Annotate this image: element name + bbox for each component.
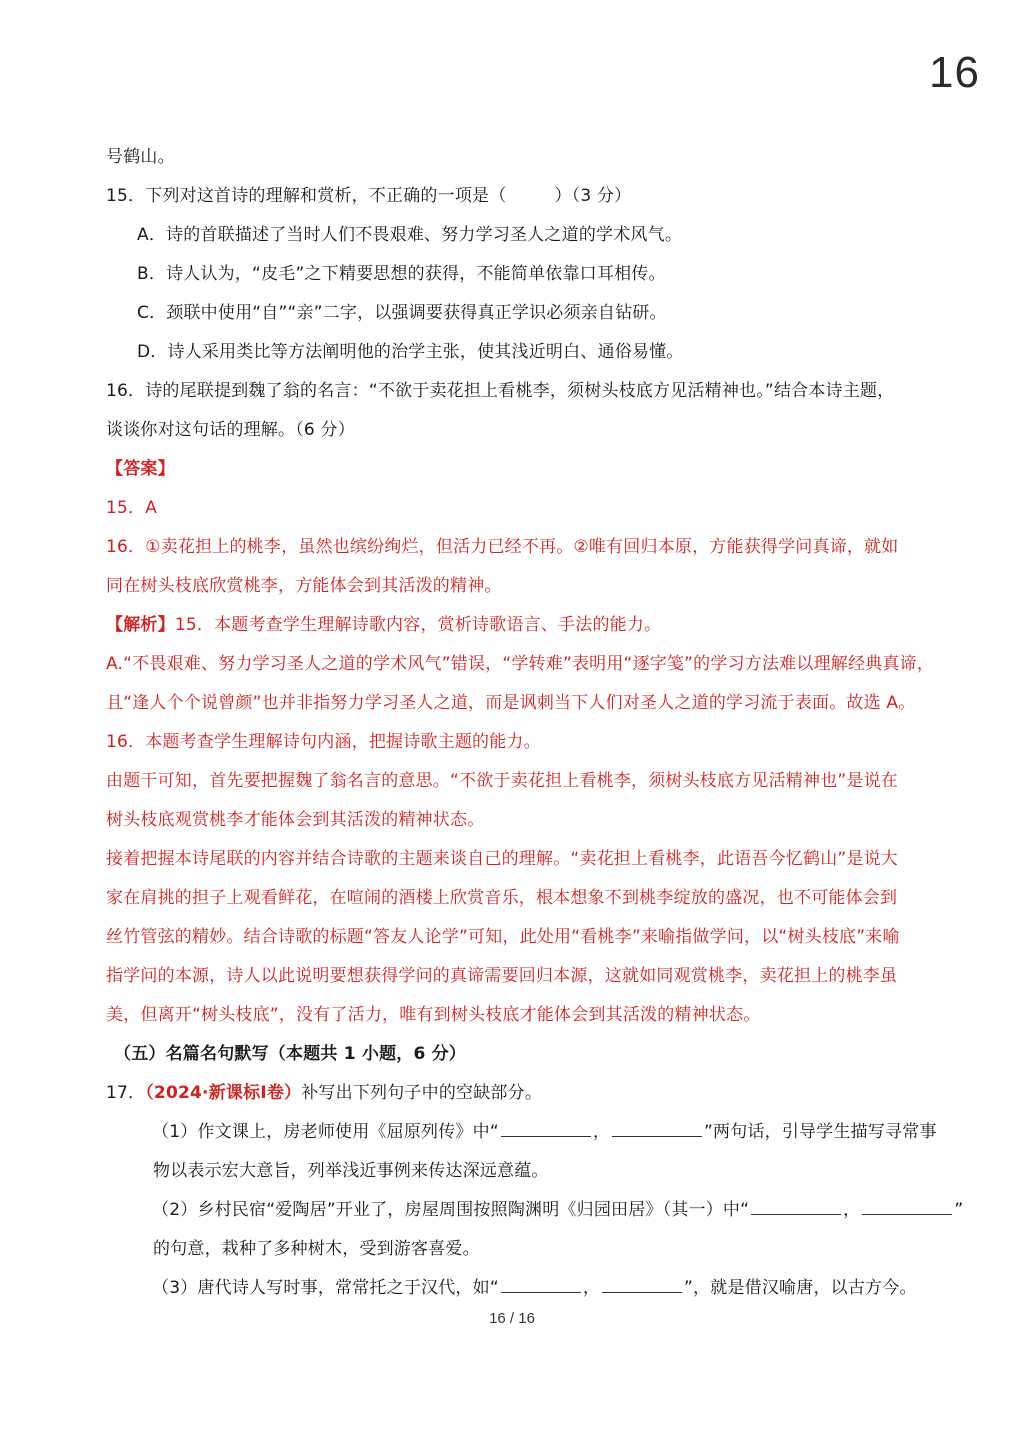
option-d: D．诗人采用类比等方法阐明他的治学主张，使其浅近明白、通俗易懂。 — [137, 342, 684, 362]
answer-16-cont: 同在树头枝底欣赏桃李，方能体会到其活泼的精神。 — [106, 576, 502, 596]
blank-field[interactable] — [751, 1196, 841, 1215]
blank-field[interactable] — [602, 1274, 682, 1293]
corner-page-number: 16 — [929, 48, 980, 97]
question-17-stem: 补写出下列句子中的空缺部分。 — [301, 1083, 543, 1103]
analysis-line: 16．本题考查学生理解诗句内涵，把握诗歌主题的能力。 — [106, 732, 541, 752]
question-16-cont: 谈谈你对这句话的理解。（6 分） — [106, 420, 355, 440]
part-2-text: （2）乡村民宿“爱陶居”开业了，房屋周围按照陶渊明《归园田居》（其一）中“ — [152, 1200, 750, 1220]
part-3-text-end: ”，就是借汉喻唐，以古方今。 — [684, 1278, 917, 1298]
analysis-heading: 【解析】 — [106, 615, 175, 635]
analysis-line: 家在肩挑的担子上观看鲜花，在喧闹的酒楼上欣赏音乐，根本想象不到桃李绽放的盛况，也不可能体会到 — [106, 888, 898, 908]
question-17-part-2 — [106, 1191, 964, 1230]
blank-field[interactable] — [862, 1196, 952, 1215]
section-heading: （五）名篇名句默写（本题共 1 小题，6 分） — [114, 1044, 467, 1064]
analysis-line: 丝竹管弦的精妙。结合诗歌的标题“答友人论学”可知，此处用“看桃李”来喻指做学问，以“树头枝底”来喻 — [106, 927, 900, 947]
analysis-line: 且“逢人个个说曾颜”也并非指努力学习圣人之道，而是讽刺当下人们对圣人之道的学习流于表面。故选 A。 — [106, 693, 916, 713]
analysis-15-intro: 15．本题考查学生理解诗歌内容，赏析诗歌语言、手法的能力。 — [174, 615, 662, 635]
part-1-text-end: ”两句话，引导学生描写寻常事 — [704, 1122, 937, 1142]
analysis-line: 树头枝底观赏桃李才能体会到其活泼的精神状态。 — [106, 810, 485, 830]
analysis-line: 由题干可知，首先要把握魏了翁名言的意思。“不欲于卖花担上看桃李，须树头枝底方见活精神也”是说在 — [106, 771, 899, 791]
question-15-stem: 15．下列对这首诗的理解和赏析，不正确的一项是（ — [106, 186, 507, 206]
question-17-source: （2024·新课标Ⅰ卷） — [145, 1083, 302, 1103]
question-17-part-3 — [106, 1269, 926, 1308]
page-footer: 16 / 16 — [489, 1310, 535, 1327]
close-quote: ” — [954, 1200, 964, 1220]
question-15 — [106, 177, 926, 216]
question-16: 16．诗的尾联提到魏了翁的名言：“不欲于卖花担上看桃李，须树头枝底方见活精神也。”结合本诗主题， — [106, 381, 895, 401]
question-15-points: ）（3 分） — [554, 186, 632, 206]
analysis-line: 接着把握本诗尾联的内容并结合诗歌的主题来谈自己的理解。“卖花担上看桃李，此语吾今忆鹤山”是说大 — [106, 849, 899, 869]
question-17-part-1-cont: 物以表示宏大意旨，列举浅近事例来传达深远意蕴。 — [153, 1161, 549, 1181]
document-body — [106, 138, 964, 1308]
analysis-line: 指学问的本源，诗人以此说明要想获得学问的真谛需要回归本源，这就如同观赏桃李，卖花担上的桃李虽 — [106, 966, 898, 986]
text-line: 号鹤山。 — [106, 147, 175, 167]
comma: ， — [592, 1122, 611, 1142]
answer-16: 16．①卖花担上的桃李，虽然也缤纷绚烂，但活力已经不再。②唯有回归本原，方能获得学问真谛，就如 — [106, 537, 899, 557]
answer-15: 15．A — [106, 498, 158, 518]
comma: ， — [843, 1200, 861, 1220]
part-1-text: （1）作文课上，房老师使用《屈原列传》中“ — [152, 1122, 499, 1142]
option-b: B．诗人认为，“皮毛”之下精要思想的获得，不能简单依靠口耳相传。 — [137, 264, 666, 284]
option-c: C．颈联中使用“自”“亲”二字，以强调要获得真正学识必须亲自钻研。 — [137, 303, 667, 323]
question-17-number: 17． — [106, 1083, 146, 1103]
blank-field[interactable] — [612, 1118, 702, 1137]
answer-heading: 【答案】 — [106, 459, 175, 479]
question-17-part-2-cont: 的句意，栽种了多种树木，受到游客喜爱。 — [153, 1239, 480, 1259]
question-17 — [106, 1074, 926, 1113]
part-3-text: （3）唐代诗人写时事，常常托之于汉代，如“ — [152, 1278, 499, 1298]
blank-field[interactable] — [501, 1274, 581, 1293]
question-17-part-1 — [106, 1113, 937, 1152]
analysis-line: A.“不畏艰难、努力学习圣人之道的学术风气”错误，“学转难”表明用“逐字笺”的学习方法难以理解经典真谛， — [106, 654, 934, 674]
option-a: A．诗的首联描述了当时人们不畏艰难、努力学习圣人之道的学术风气。 — [137, 225, 683, 245]
blank-field[interactable] — [501, 1118, 591, 1137]
comma: ， — [582, 1278, 601, 1298]
analysis-line: 美，但离开“树头枝底”，没有了活力，唯有到树头枝底才能体会到其活泼的精神状态。 — [106, 1005, 761, 1025]
analysis-heading-line — [106, 606, 926, 645]
